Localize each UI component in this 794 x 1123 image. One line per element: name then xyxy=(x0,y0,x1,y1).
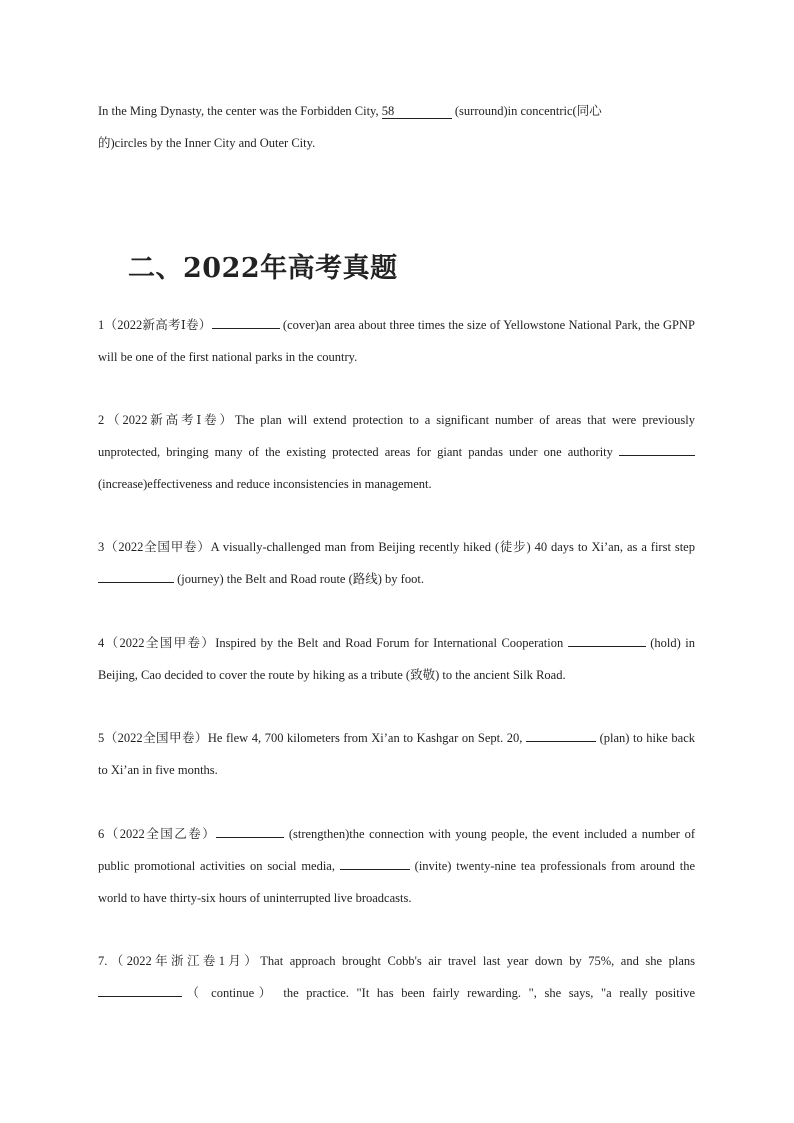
question-text: (cover)an area about three times the size of Yellowstone National Park, the GPNP will be one of the first national parks in the country. xyxy=(98,318,695,364)
answer-blank xyxy=(619,441,695,456)
question-number: 2（2022新高考Ⅰ卷） xyxy=(98,413,235,427)
answer-blank xyxy=(216,823,284,838)
question-number: 3（2022全国甲卷） xyxy=(98,540,211,554)
question-text: (strengthen)the connection with young people, the event included a number of public promotional activities on social media, xyxy=(98,827,695,873)
question-text: A visually-challenged man from Beijing recently hiked (徒步) 40 days to Xi’an, as a first step xyxy=(210,540,695,554)
question-text: He flew 4, 700 kilometers from Xi’an to Kashgar on Sept. 20, xyxy=(207,731,527,745)
question-text-after: (increase)effectiveness and reduce inconsistencies in management. xyxy=(98,477,432,491)
question-5 xyxy=(98,722,695,786)
answer-blank xyxy=(526,727,596,742)
question-number: 4（2022全国甲卷） xyxy=(98,636,216,650)
question-text: The plan will extend protection to a significant number of areas that were previously unprotected, bringing many of the existing protected areas for giant pandas under one authority xyxy=(98,413,695,459)
question-text-after: (invite) twenty-nine tea professionals from around the world to have thirty-six hours of uninterrupted live broadcasts. xyxy=(98,859,695,905)
answer-blank xyxy=(568,632,646,647)
intro-paragraph xyxy=(98,95,695,159)
question-6 xyxy=(98,818,695,914)
question-text: That approach brought Cobb's air travel last year down by 75%, and she plans xyxy=(260,954,695,968)
question-4 xyxy=(98,627,695,691)
question-number: 5（2022全国甲卷） xyxy=(98,731,208,745)
intro-text-after: (surround)in concentric(同心 xyxy=(451,104,602,118)
answer-blank xyxy=(340,855,410,870)
answer-blank xyxy=(212,314,280,329)
answer-blank xyxy=(98,982,182,997)
question-text-after: （ continue） the practice. "It has been fairly rewarding. ", she says, "a really positive xyxy=(182,986,695,1000)
intro-text-line2: 的)circles by the Inner City and Outer City. xyxy=(98,136,316,150)
question-number: 6（2022全国乙卷） xyxy=(98,827,217,841)
question-number: 7.（2022年浙江卷1月） xyxy=(98,954,261,968)
question-text-after: (hold) in Beijing, Cao decided to cover the route by hiking as a tribute (致敬) to the ancient Silk Road. xyxy=(98,636,695,682)
question-3 xyxy=(98,531,695,595)
question-1 xyxy=(98,309,695,373)
section-title: 二、2022年高考真题 xyxy=(128,253,398,284)
question-2 xyxy=(98,404,695,500)
question-text: Inspired by the Belt and Road Forum for International Cooperation xyxy=(215,636,568,650)
question-7 xyxy=(98,945,695,1009)
answer-blank: 58 xyxy=(382,104,452,119)
answer-blank xyxy=(98,568,174,583)
intro-text-before: In the Ming Dynasty, the center was the Forbidden City, xyxy=(98,104,382,118)
question-number: 1（2022新高考Ⅰ卷） xyxy=(98,318,212,332)
question-text-after: (journey) the Belt and Road route (路线) by foot. xyxy=(174,572,424,586)
question-text-after: (plan) to hike back to Xi’an in five months. xyxy=(98,731,695,777)
